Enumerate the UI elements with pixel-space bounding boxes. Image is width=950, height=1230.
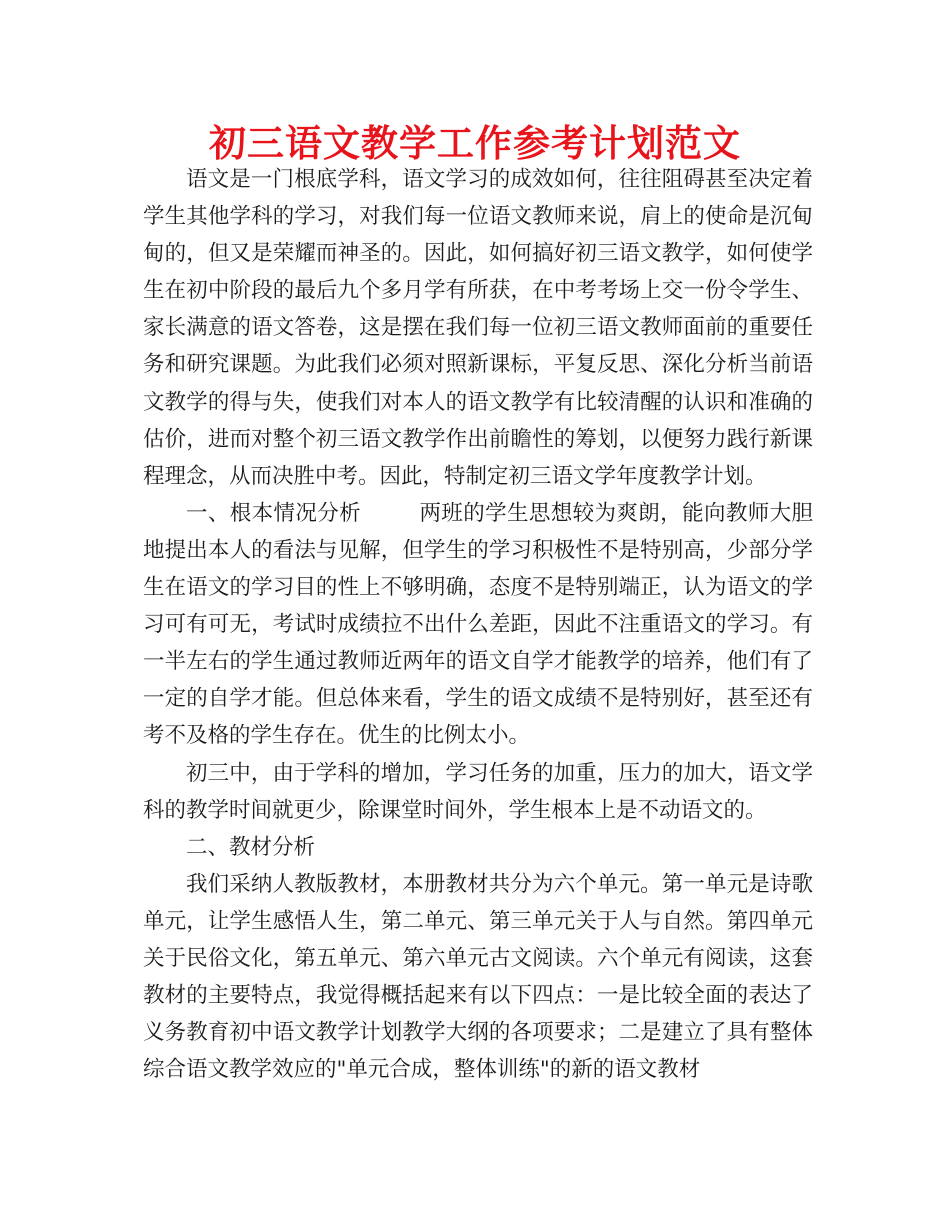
intro-paragraph: 语文是一门根底学科，语文学习的成效如何，往往阻碍甚至决定着学生其他学科的学习，对我们每一位语文教师来说，肩上的使命是沉甸甸的，但又是荣耀而神圣的。因此，如何搞好初三语文教学，如何使学生在初中阶段的最后九个多月学有所获，在中考考场上交一份令学生、家长满意的语文答卷，这是摆在我们每一位初三语文教师面前的重要任务和研究课题。为此我们必须对照新课标，平复反思、深化分析当前语文教学的得与失，使我们对本人的语文教学有比较清醒的认识和准确的估价，进而对整个初三语文教学作出前瞻性的筹划，以便努力践行新课程理念，从而决胜中考。因此，特制定初三语文学年度教学计划。	[143, 167, 813, 489]
section-1-paragraph	[143, 495, 813, 755]
section-2-heading: 二、教材分析	[186, 834, 316, 860]
document-title: 初三语文教学工作参考计划范文	[209, 122, 741, 165]
paragraph-3: 初三中，由于学科的增加，学习任务的加重，压力的加大，语文学科的教学时间就更少，除课堂时间外，学生根本上是不动语文的。	[143, 760, 813, 823]
section-1-text: 两班的学生思想较为爽朗，能向教师大胆地提出本人的看法与见解，但学生的学习积极性不是特别高，少部分学生在语文的学习目的性上不够明确，态度不是特别端正，认为语文的学习可有可无，考试时成绩拉不出什么差距，因此不注重语文的学习。有一半左右的学生通过教师近两年的语文自学才能教学的培养，他们有了一定的自学才能。但总体来看，学生的语文成绩不是特别好，甚至还有考不及格的学生存在。优生的比例太小。	[143, 500, 813, 749]
paragraph-5: 我们采纳人教版教材，本册教材共分为六个单元。第一单元是诗歌单元，让学生感悟人生，第二单元、第三单元关于人与自然。第四单元关于民俗文化，第五单元、第六单元古文阅读。六个单元有阅读，这套教材的主要特点，我觉得概括起来有以下四点：一是比较全面的表达了义务教育初中语文教学计划教学大纲的各项要求；二是建立了具有整体综合语文教学效应的"单元合成，整体训练"的新的语文教材	[143, 871, 813, 1083]
document-body	[143, 161, 813, 1088]
section-1-heading: 一、根本情况分析	[186, 500, 362, 526]
